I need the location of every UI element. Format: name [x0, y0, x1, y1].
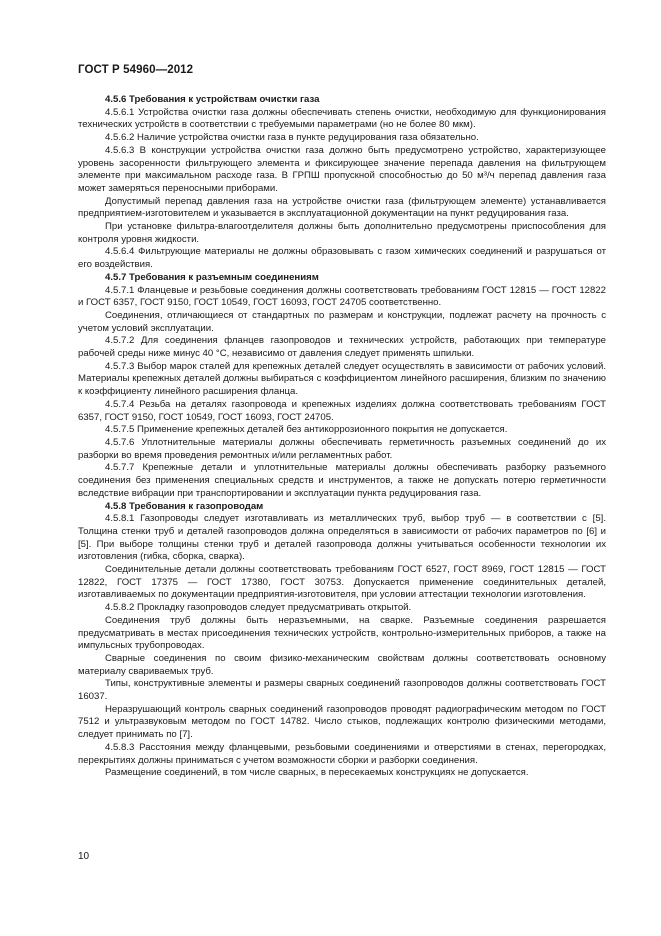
paragraph: 4.5.7.1 Фланцевые и резьбовые соединения должны соответствовать требованиям ГОСТ 12815 — ГОСТ 12822 и ГОСТ 6357, ГОСТ 9150, ГОСТ 10549, ГОСТ 16093, ГОСТ 24705 соответственно.	[78, 284, 606, 309]
paragraph: 4.5.7.5 Применение крепежных деталей без антикоррозионного покрытия не допускается.	[105, 424, 508, 436]
paragraph: Соединения, отличающиеся от стандартных по размерам и конструкции, подлежат расчету на прочность с учетом условий эксплуатации.	[78, 309, 606, 334]
paragraph: 4.5.6.2 Наличие устройства очистки газа в пункте редуцирования газа обязательно.	[105, 132, 479, 144]
page-number: 10	[78, 851, 90, 862]
paragraph: 4.5.6.3 В конструкции устройства очистки газа должно быть предусмотрено устройство, характеризующее уровень засоренности фильтрующего элемента и фиксирующее значение перепада давления на фильтрующем элементе при максимальном расходе газа. В ГРПШ пропускной способностью до 50 м³/ч перепад давления газа может замеряться переносными приборами.	[78, 144, 606, 194]
paragraph: 4.5.7.7 Крепежные детали и уплотнительные материалы должны обеспечивать разборку разъемного соединения без применения специальных средств и инструментов, а также не допускать потерю герметичности вследствие вибрации при транспортировании и эксплуатации пункта редуцирования газа.	[78, 462, 606, 499]
paragraph: 4.5.7.3 Выбор марок сталей для крепежных деталей следует осуществлять в зависимости от рабочих условий. Материалы крепежных деталей должны выбираться с коэффициентом линейного расширения, близким по значению к коэффициенту линейного расширения фланца.	[78, 360, 606, 398]
paragraph: При установке фильтра-влагоотделителя должны быть дополнительно предусмотрены приспособления для контроля уровня жидкости.	[78, 221, 606, 245]
section-heading: 4.5.7 Требования к разъемным соединениям	[105, 271, 319, 283]
paragraph: Сварные соединения по своим физико-механическим свойствам должны соответствовать основному материалу свариваемых труб.	[78, 652, 606, 677]
paragraph: 4.5.7.4 Резьба на деталях газопровода и крепежных изделиях должна соответствовать требованиям ГОСТ 6357, ГОСТ 9150, ГОСТ 10549, ГОСТ 16093, ГОСТ 24705.	[78, 398, 606, 423]
paragraph: Типы, конструктивные элементы и размеры сварных соединений газопроводов должны соответствовать ГОСТ 16037.	[78, 678, 606, 703]
paragraph: 4.5.8.2 Прокладку газопроводов следует предусматривать открытой.	[105, 602, 412, 614]
section-heading: 4.5.6 Требования к устройствам очистки газа	[105, 94, 320, 105]
paragraph: 4.5.8.3 Расстояния между фланцевыми, резьбовыми соединениями и отверстиями в стенах, перегородках, перекрытиях должны приниматься с учетом возможности сборки и разборки соединения.	[78, 741, 606, 766]
paragraph: Допустимый перепад давления газа на устройстве очистки газа (фильтрующем элементе) устанавливается предприятием-изготовителем и указывается в эксплуатационной документации на пункт редуцирования газа.	[78, 195, 606, 220]
document-header: ГОСТ Р 54960—2012	[78, 64, 194, 76]
paragraph: Размещение соединений, в том числе сварных, в пересекаемых конструкциях не допускается.	[105, 767, 529, 779]
section-heading: 4.5.8 Требования к газопроводам	[105, 500, 264, 512]
document-body	[78, 94, 606, 780]
paragraph: Неразрушающий контроль сварных соединений газопроводов проводят радиографическим методом по ГОСТ 7512 и ультразвуковым методом по ГОСТ 14782. Число стыков, подлежащих контролю физическими методами, следует принимать по [7].	[78, 703, 606, 741]
paragraph: 4.5.7.6 Уплотнительные материалы должны обеспечивать герметичность разъемных соединений до их разборки во время проведения ремонтных и/или регламентных работ.	[78, 436, 606, 461]
paragraph: 4.5.6.4 Фильтрующие материалы не должны образовывать с газом химических соединений и разрушаться от его воздействия.	[78, 246, 606, 271]
paragraph: Соединения труб должны быть неразъемными, на сварке. Разъемные соединения разрешается предусматривать в местах присоединения технических устройств, контрольно-измерительных приборов, а также на импульсных трубопроводах.	[78, 614, 606, 652]
paragraph: Соединительные детали должны соответствовать требованиям ГОСТ 6527, ГОСТ 8969, ГОСТ 12815 — ГОСТ 12822, ГОСТ 17375 — ГОСТ 17380, ГОСТ 30753. Допускается применение соединительных деталей, изготавливаемых по документации предприятия-изготовителя, при условии аттестации технологии изготовления.	[78, 564, 606, 601]
paragraph: 4.5.8.1 Газопроводы следует изготавливать из металлических труб, выбор труб — в соответствии с [5]. Толщина стенки труб и деталей газопроводов должна определяться в зависимости от рабочих параметров по [6] и [5]. При выборе толщины стенки труб и деталей газопровода должны учитываться особенности технологии их изготовления (гибка, сборка, сварка).	[78, 513, 606, 563]
paragraph: 4.5.6.1 Устройства очистки газа должны обеспечивать степень очистки, необходимую для функционирования технических устройств в соответствии с требуемыми параметрами (но не более 80 мкм).	[78, 106, 606, 131]
paragraph: 4.5.7.2 Для соединения фланцев газопроводов и технических устройств, работающих при температуре рабочей среды ниже минус 40 °С, независимо от давления следует применять шпильки.	[78, 335, 606, 360]
